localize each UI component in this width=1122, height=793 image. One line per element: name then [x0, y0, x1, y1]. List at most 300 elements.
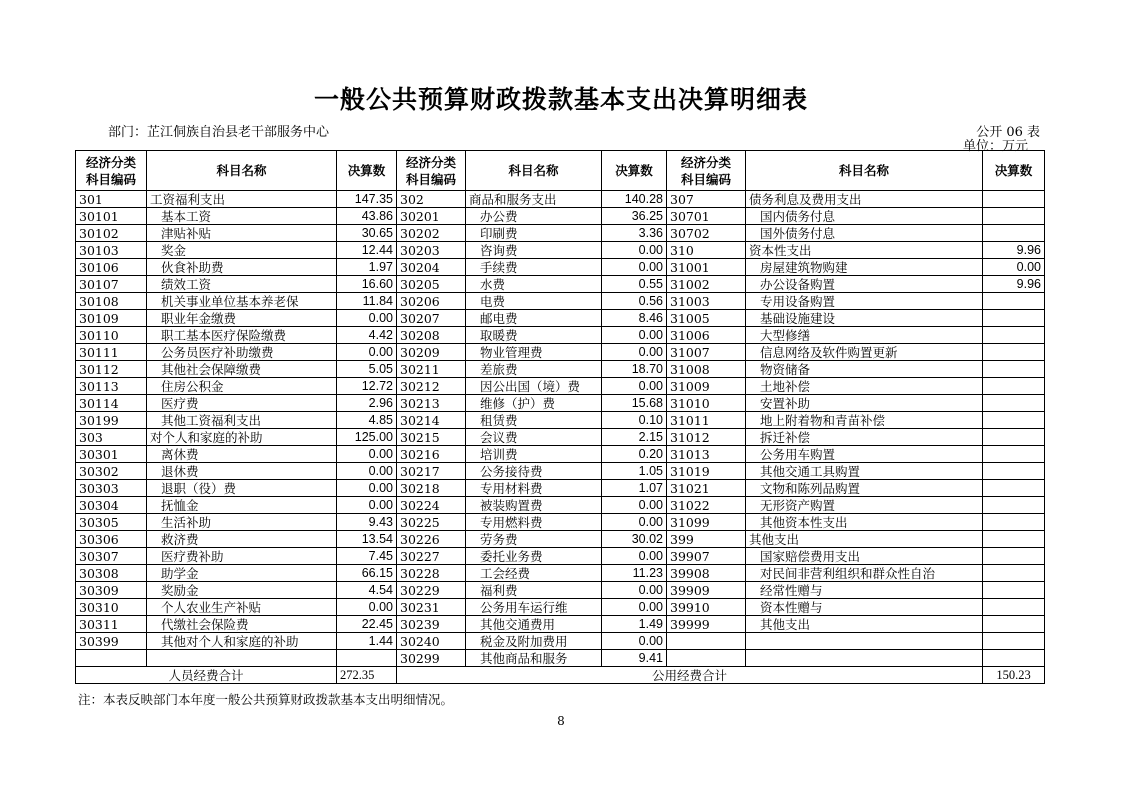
header-code: 经济分类 科目编码: [397, 151, 466, 191]
table-row: [76, 225, 1045, 242]
cell-code: 31008: [667, 361, 746, 378]
table-row: [76, 191, 1045, 208]
cell-name: [147, 650, 337, 667]
cell-code: 30209: [397, 344, 466, 361]
cell-name: 职工基本医疗保险缴费: [147, 327, 337, 344]
table-row: [76, 548, 1045, 565]
cell-amount: 30.02: [602, 531, 667, 548]
cell-amount: 1.97: [337, 259, 397, 276]
cell-name: 机关事业单位基本养老保: [147, 293, 337, 310]
cell-name: 国家赔偿费用支出: [746, 548, 983, 565]
cell-amount: 9.96: [983, 276, 1045, 293]
cell-code: 30106: [76, 259, 147, 276]
cell-code: 39910: [667, 599, 746, 616]
table-row: [76, 599, 1045, 616]
cell-name: 经常性赠与: [746, 582, 983, 599]
table-row: [76, 361, 1045, 378]
cell-amount: 11.84: [337, 293, 397, 310]
cell-amount: 4.42: [337, 327, 397, 344]
cell-code: 30111: [76, 344, 147, 361]
cell-name: 差旅费: [466, 361, 602, 378]
cell-code: 30212: [397, 378, 466, 395]
cell-code: 30306: [76, 531, 147, 548]
cell-amount: 0.00: [602, 344, 667, 361]
cell-name: 伙食补助费: [147, 259, 337, 276]
cell-code: 39907: [667, 548, 746, 565]
cell-amount: 0.00: [602, 582, 667, 599]
cell-name: 抚恤金: [147, 497, 337, 514]
cell-name: 被装购置费: [466, 497, 602, 514]
cell-name: 对民间非营利组织和群众性自治: [746, 565, 983, 582]
cell-name: 奖金: [147, 242, 337, 259]
cell-amount: 9.43: [337, 514, 397, 531]
cell-amount: [983, 344, 1045, 361]
cell-name: 工会经费: [466, 565, 602, 582]
cell-code: 302: [397, 191, 466, 208]
cell-amount: [983, 191, 1045, 208]
cell-code: 30216: [397, 446, 466, 463]
cell-name: 债务利息及费用支出: [746, 191, 983, 208]
cell-name: 安置补助: [746, 395, 983, 412]
cell-name: 退休费: [147, 463, 337, 480]
personnel-total-label: 人员经费合计: [76, 667, 337, 684]
cell-name: 劳务费: [466, 531, 602, 548]
cell-name: 职业年金缴费: [147, 310, 337, 327]
cell-code: 31006: [667, 327, 746, 344]
cell-code: 30102: [76, 225, 147, 242]
cell-amount: [983, 395, 1045, 412]
cell-amount: 0.00: [602, 497, 667, 514]
cell-code: 301: [76, 191, 147, 208]
cell-amount: 1.07: [602, 480, 667, 497]
cell-name: 因公出国（境）费: [466, 378, 602, 395]
unit-label: 单位：万元: [962, 139, 1028, 154]
cell-code: 31013: [667, 446, 746, 463]
cell-amount: 12.72: [337, 378, 397, 395]
cell-name: 手续费: [466, 259, 602, 276]
cell-code: 30310: [76, 599, 147, 616]
table-row: [76, 565, 1045, 582]
cell-amount: [983, 463, 1045, 480]
cell-code: 31012: [667, 429, 746, 446]
cell-code: 30207: [397, 310, 466, 327]
cell-code: 30228: [397, 565, 466, 582]
cell-code: 31001: [667, 259, 746, 276]
cell-name: 绩效工资: [147, 276, 337, 293]
cell-code: 30304: [76, 497, 147, 514]
cell-name: 租赁费: [466, 412, 602, 429]
cell-amount: [983, 310, 1045, 327]
cell-amount: [337, 650, 397, 667]
cell-amount: 0.00: [602, 599, 667, 616]
cell-name: 水费: [466, 276, 602, 293]
cell-name: 土地补偿: [746, 378, 983, 395]
cell-amount: 0.00: [602, 259, 667, 276]
cell-amount: [983, 293, 1045, 310]
cell-amount: 8.46: [602, 310, 667, 327]
cell-code: 30204: [397, 259, 466, 276]
cell-code: 30109: [76, 310, 147, 327]
cell-code: 30202: [397, 225, 466, 242]
cell-name: 办公费: [466, 208, 602, 225]
cell-code: 310: [667, 242, 746, 259]
cell-name: 专用燃料费: [466, 514, 602, 531]
cell-code: 303: [76, 429, 147, 446]
cell-amount: 16.60: [337, 276, 397, 293]
cell-code: 30239: [397, 616, 466, 633]
table-row: [76, 395, 1045, 412]
cell-name: 其他支出: [746, 616, 983, 633]
cell-code: 30203: [397, 242, 466, 259]
cell-code: 30224: [397, 497, 466, 514]
table-row: [76, 412, 1045, 429]
cell-name: 国内债务付息: [746, 208, 983, 225]
cell-amount: [983, 429, 1045, 446]
cell-code: 30226: [397, 531, 466, 548]
cell-amount: [983, 548, 1045, 565]
header-name: 科目名称: [466, 151, 602, 191]
cell-name: 助学金: [147, 565, 337, 582]
cell-code: 30309: [76, 582, 147, 599]
cell-amount: 13.54: [337, 531, 397, 548]
cell-amount: 1.05: [602, 463, 667, 480]
table-row: [76, 344, 1045, 361]
cell-code: 30307: [76, 548, 147, 565]
cell-name: 基本工资: [147, 208, 337, 225]
table-row: [76, 276, 1045, 293]
cell-amount: 9.41: [602, 650, 667, 667]
cell-code: 30101: [76, 208, 147, 225]
cell-code: 307: [667, 191, 746, 208]
cell-amount: 11.23: [602, 565, 667, 582]
table-note: 注：本表反映部门本年度一般公共预算财政拨款基本支出明细情况。: [78, 692, 454, 707]
cell-amount: [983, 633, 1045, 650]
cell-name: 个人农业生产补贴: [147, 599, 337, 616]
cell-code: 31010: [667, 395, 746, 412]
cell-amount: 125.00: [337, 429, 397, 446]
cell-name: 商品和服务支出: [466, 191, 602, 208]
cell-name: 其他社会保障缴费: [147, 361, 337, 378]
cell-code: 30208: [397, 327, 466, 344]
cell-name: 住房公积金: [147, 378, 337, 395]
cell-code: 31011: [667, 412, 746, 429]
cell-amount: 0.10: [602, 412, 667, 429]
table-row: [76, 310, 1045, 327]
cell-name: 其他支出: [746, 531, 983, 548]
cell-amount: [983, 327, 1045, 344]
cell-code: 30112: [76, 361, 147, 378]
cell-name: 物业管理费: [466, 344, 602, 361]
cell-amount: 2.15: [602, 429, 667, 446]
cell-name: 其他工资福利支出: [147, 412, 337, 429]
cell-name: 维修（护）费: [466, 395, 602, 412]
cell-name: 专用设备购置: [746, 293, 983, 310]
cell-name: 培训费: [466, 446, 602, 463]
cell-name: 其他对个人和家庭的补助: [147, 633, 337, 650]
cell-code: 31099: [667, 514, 746, 531]
cell-name: 房屋建筑物购建: [746, 259, 983, 276]
cell-amount: [983, 497, 1045, 514]
cell-name: 生活补助: [147, 514, 337, 531]
cell-name: 资本性赠与: [746, 599, 983, 616]
cell-name: 其他交通费用: [466, 616, 602, 633]
cell-amount: 30.65: [337, 225, 397, 242]
cell-name: 资本性支出: [746, 242, 983, 259]
cell-code: 30225: [397, 514, 466, 531]
cell-name: 电费: [466, 293, 602, 310]
table-row: [76, 242, 1045, 259]
cell-amount: [983, 565, 1045, 582]
public-total-value: 150.23: [983, 667, 1045, 684]
cell-amount: 3.36: [602, 225, 667, 242]
cell-amount: 1.49: [602, 616, 667, 633]
cell-amount: 0.00: [602, 633, 667, 650]
cell-name: 医疗费: [147, 395, 337, 412]
cell-name: 会议费: [466, 429, 602, 446]
cell-code: 30305: [76, 514, 147, 531]
cell-amount: 18.70: [602, 361, 667, 378]
header-name: 科目名称: [746, 151, 983, 191]
table-row: [76, 480, 1045, 497]
cell-code: 31021: [667, 480, 746, 497]
cell-code: 30201: [397, 208, 466, 225]
cell-code: 30213: [397, 395, 466, 412]
cell-name: 信息网络及软件购置更新: [746, 344, 983, 361]
cell-amount: 5.05: [337, 361, 397, 378]
cell-name: 大型修缮: [746, 327, 983, 344]
cell-name: 津贴补贴: [147, 225, 337, 242]
header-amount: 决算数: [983, 151, 1045, 191]
cell-name: 公务用车运行维: [466, 599, 602, 616]
cell-amount: 0.00: [602, 242, 667, 259]
page-number: 8: [557, 714, 565, 728]
table-row: [76, 208, 1045, 225]
cell-code: 39908: [667, 565, 746, 582]
table-row: [76, 616, 1045, 633]
cell-code: 30107: [76, 276, 147, 293]
cell-amount: [983, 378, 1045, 395]
cell-code: [76, 650, 147, 667]
cell-amount: 140.28: [602, 191, 667, 208]
cell-amount: [983, 599, 1045, 616]
cell-name: 救济费: [147, 531, 337, 548]
cell-amount: [983, 412, 1045, 429]
cell-code: 31002: [667, 276, 746, 293]
cell-amount: 0.00: [602, 548, 667, 565]
cell-code: 30301: [76, 446, 147, 463]
cell-name: 文物和陈列品购置: [746, 480, 983, 497]
cell-amount: 0.00: [337, 463, 397, 480]
cell-name: 委托业务费: [466, 548, 602, 565]
cell-amount: 0.00: [337, 344, 397, 361]
cell-name: 公务员医疗补助缴费: [147, 344, 337, 361]
cell-code: 30308: [76, 565, 147, 582]
cell-amount: [983, 446, 1045, 463]
cell-code: 30108: [76, 293, 147, 310]
cell-name: 专用材料费: [466, 480, 602, 497]
cell-code: 30199: [76, 412, 147, 429]
table-row: [76, 327, 1045, 344]
cell-code: 39909: [667, 582, 746, 599]
cell-name: 办公设备购置: [746, 276, 983, 293]
cell-name: 其他资本性支出: [746, 514, 983, 531]
cell-code: 30218: [397, 480, 466, 497]
cell-amount: 0.00: [337, 480, 397, 497]
cell-code: [667, 650, 746, 667]
cell-code: 30227: [397, 548, 466, 565]
cell-name: [746, 633, 983, 650]
cell-code: 30702: [667, 225, 746, 242]
cell-name: 税金及附加费用: [466, 633, 602, 650]
cell-name: 离休费: [147, 446, 337, 463]
cell-code: 30240: [397, 633, 466, 650]
cell-amount: [983, 514, 1045, 531]
cell-name: 奖励金: [147, 582, 337, 599]
cell-name: 公务用车购置: [746, 446, 983, 463]
cell-code: 30299: [397, 650, 466, 667]
cell-name: 退职（役）费: [147, 480, 337, 497]
cell-amount: [983, 616, 1045, 633]
cell-name: 福利费: [466, 582, 602, 599]
cell-amount: 66.15: [337, 565, 397, 582]
cell-name: 医疗费补助: [147, 548, 337, 565]
cell-code: 31022: [667, 497, 746, 514]
cell-name: 取暖费: [466, 327, 602, 344]
cell-amount: 22.45: [337, 616, 397, 633]
cell-amount: 0.00: [602, 327, 667, 344]
cell-code: 30701: [667, 208, 746, 225]
cell-code: 30110: [76, 327, 147, 344]
cell-amount: 0.20: [602, 446, 667, 463]
table-row: [76, 446, 1045, 463]
cell-code: 30211: [397, 361, 466, 378]
form-number: 公开 06 表: [976, 125, 1040, 140]
cell-code: 30113: [76, 378, 147, 395]
table-row: [76, 650, 1045, 667]
cell-code: 399: [667, 531, 746, 548]
cell-amount: 12.44: [337, 242, 397, 259]
cell-name: 拆迁补偿: [746, 429, 983, 446]
cell-code: 30311: [76, 616, 147, 633]
expenditure-table: [75, 150, 1045, 684]
cell-code: 30217: [397, 463, 466, 480]
table-row: [76, 429, 1045, 446]
cell-amount: 0.56: [602, 293, 667, 310]
cell-code: 30215: [397, 429, 466, 446]
cell-code: 39999: [667, 616, 746, 633]
table-header-row: [76, 151, 1045, 191]
cell-amount: 7.45: [337, 548, 397, 565]
personnel-total-value: 272.35: [337, 667, 397, 684]
cell-code: 30302: [76, 463, 147, 480]
table-row: [76, 378, 1045, 395]
cell-code: 31007: [667, 344, 746, 361]
cell-name: 其他商品和服务: [466, 650, 602, 667]
cell-code: 30103: [76, 242, 147, 259]
cell-code: 30231: [397, 599, 466, 616]
table-row: [76, 293, 1045, 310]
table-row: [76, 514, 1045, 531]
cell-amount: 0.55: [602, 276, 667, 293]
header-amount: 决算数: [602, 151, 667, 191]
table-row: [76, 463, 1045, 480]
cell-amount: 0.00: [337, 599, 397, 616]
cell-name: 代缴社会保险费: [147, 616, 337, 633]
cell-name: 印刷费: [466, 225, 602, 242]
cell-amount: 4.54: [337, 582, 397, 599]
cell-amount: [983, 650, 1045, 667]
cell-amount: [983, 480, 1045, 497]
cell-code: [667, 633, 746, 650]
cell-code: 31003: [667, 293, 746, 310]
cell-amount: [983, 531, 1045, 548]
cell-name: 地上附着物和青苗补偿: [746, 412, 983, 429]
cell-code: 30229: [397, 582, 466, 599]
header-code: 经济分类 科目编码: [76, 151, 147, 191]
cell-amount: 0.00: [337, 310, 397, 327]
header-amount: 决算数: [337, 151, 397, 191]
cell-name: 邮电费: [466, 310, 602, 327]
cell-amount: [983, 361, 1045, 378]
cell-name: 其他交通工具购置: [746, 463, 983, 480]
cell-amount: 15.68: [602, 395, 667, 412]
cell-code: 30399: [76, 633, 147, 650]
cell-name: 对个人和家庭的补助: [147, 429, 337, 446]
table-row: [76, 259, 1045, 276]
cell-amount: 4.85: [337, 412, 397, 429]
cell-name: 国外债务付息: [746, 225, 983, 242]
cell-amount: [983, 208, 1045, 225]
public-total-label: 公用经费合计: [397, 667, 983, 684]
department-label: 部门：芷江侗族自治县老干部服务中心: [108, 125, 330, 140]
cell-code: 30205: [397, 276, 466, 293]
cell-code: 30114: [76, 395, 147, 412]
table-row: [76, 582, 1045, 599]
header-name: 科目名称: [147, 151, 337, 191]
cell-code: 30303: [76, 480, 147, 497]
cell-amount: 0.00: [983, 259, 1045, 276]
cell-amount: 0.00: [602, 514, 667, 531]
cell-amount: 36.25: [602, 208, 667, 225]
cell-amount: 43.86: [337, 208, 397, 225]
page-title: 一般公共预算财政拨款基本支出决算明细表: [313, 85, 808, 114]
cell-name: 基础设施建设: [746, 310, 983, 327]
cell-amount: 2.96: [337, 395, 397, 412]
cell-amount: [983, 582, 1045, 599]
table-row: [76, 497, 1045, 514]
cell-name: 咨询费: [466, 242, 602, 259]
table-body: [76, 191, 1045, 667]
cell-amount: 0.00: [337, 446, 397, 463]
table-row: [76, 633, 1045, 650]
header-code: 经济分类 科目编码: [667, 151, 746, 191]
cell-code: 30206: [397, 293, 466, 310]
cell-amount: 1.44: [337, 633, 397, 650]
cell-code: 31009: [667, 378, 746, 395]
cell-amount: 0.00: [337, 497, 397, 514]
cell-name: [746, 650, 983, 667]
cell-amount: 9.96: [983, 242, 1045, 259]
cell-code: 31005: [667, 310, 746, 327]
cell-amount: 147.35: [337, 191, 397, 208]
cell-code: 30214: [397, 412, 466, 429]
totals-row: [76, 667, 1045, 684]
cell-code: 31019: [667, 463, 746, 480]
cell-name: 无形资产购置: [746, 497, 983, 514]
cell-name: 工资福利支出: [147, 191, 337, 208]
cell-name: 物资储备: [746, 361, 983, 378]
cell-amount: [983, 225, 1045, 242]
